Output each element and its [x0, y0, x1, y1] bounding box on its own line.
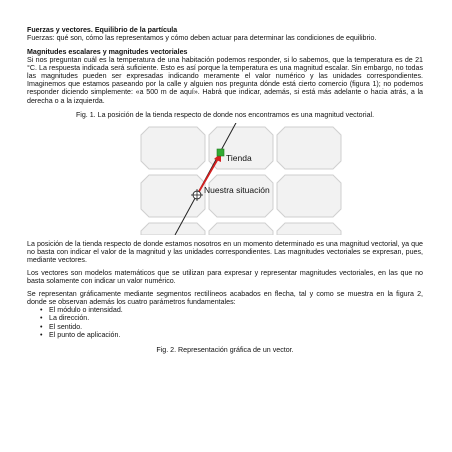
store-marker: [217, 149, 224, 156]
parameters-list: [27, 306, 423, 338]
list-item: • El punto de aplicación.: [27, 331, 423, 339]
figure1-city-blocks: [27, 123, 423, 235]
city-block: [141, 223, 205, 235]
city-block: [209, 175, 273, 217]
magnitudes-paragraph: Si nos preguntan cuál es la temperatura de una habitación podemos responder, si lo sabemos, que la temperatura es de 21 °C. La respuesta indicada será suficiente. Esto es así porque la temperatura es una magnitud escalar. Sin embargo, no todas las magnitudes pueden ser expresadas indicando meramente el valor numérico y las unidades correspondientes. Imaginemos que estamos paseando por la calle y alguien nos pregunta dónde está cierto comercio (figura 1); no podemos responder diciendo simplemente: «a 500 m de aquí». Habrá que indicar, además, si está más adelante o hacia atrás, a la derecha o a la izquierda.: [27, 56, 423, 105]
city-block: [277, 175, 341, 217]
list-item: • El sentido.: [27, 323, 423, 331]
intro-paragraph: Fuerzas: qué son, cómo las representamos y cómo deben actuar para determinar las condiciones de equilibrio.: [27, 34, 377, 42]
figure2-caption: Fig. 2. Representación gráfica de un vector.: [156, 345, 294, 354]
figure1-diagram: [27, 123, 423, 235]
vectors-paragraph: Los vectores son modelos matemáticos que se utilizan para expresar y representar magnitudes vectoriales, en las que no basta solamente con indicar un valor numérico.: [27, 268, 423, 286]
section-heading-magnitudes: Magnitudes escalares y magnitudes vectoriales: [27, 48, 188, 57]
figure1-caption: Fig. 1. La posición de la tienda respecto de donde nos encontramos es una magnitud vectorial.: [75, 110, 375, 119]
label-our-position: Nuestra situación: [204, 184, 270, 195]
label-store: Tienda: [226, 152, 252, 163]
city-block: [141, 127, 205, 169]
document-page: [27, 26, 423, 354]
city-block: [277, 223, 341, 235]
representation-paragraph: Se representan gráficamente mediante segmentos rectilíneos acabados en flecha, tal y como se muestra en la figura 2, donde se observan además los cuatro parámetros fundamentales:: [27, 290, 423, 307]
list-item: • El módulo o intensidad.: [27, 306, 423, 314]
vector-magnitude-paragraph: La posición de la tienda respecto de donde estamos nosotros en un momento determinado es una magnitud vectorial, ya que no basta con indicar el valor de la magnitud y las unidades correspondientes. Las magnitudes vectoriales se expresan, pues, mediante vectores.: [27, 239, 423, 264]
list-item: • La dirección.: [27, 314, 423, 322]
city-blocks: [141, 127, 341, 235]
city-block: [209, 223, 273, 235]
city-block: [277, 127, 341, 169]
section-heading-forces: Fuerzas y vectores. Equilibrio de la partícula: [27, 26, 178, 34]
